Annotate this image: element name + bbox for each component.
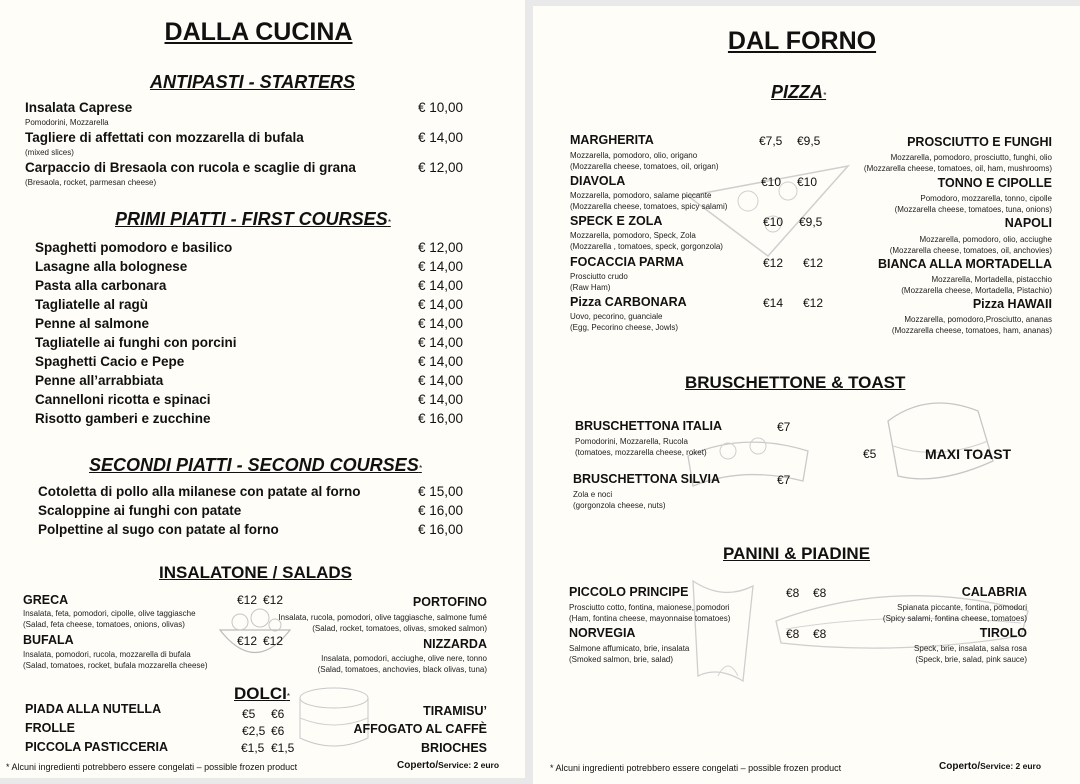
list-item-desc: (Salad, feta cheese, tomatoes, onions, olivas) — [23, 620, 185, 629]
list-item-name: CALABRIA — [961, 585, 1027, 599]
dolci-heading-text: DOLCI — [234, 684, 287, 703]
list-item-name: Cannelloni ricotta e spinaci — [35, 392, 211, 407]
page-title-dal-forno: DAL FORNO — [727, 27, 877, 55]
coperto-service: Service: 2 euro — [438, 760, 500, 770]
list-item-desc: (Mozzarella cheese, tomatoes, oil, anchovies) — [889, 246, 1052, 255]
list-item-desc: (Mozzarella cheese, tomatoes, spicy salami) — [570, 202, 728, 211]
list-item-price: €6 — [271, 724, 285, 738]
list-item-name: BRUSCHETTONA ITALIA — [575, 419, 722, 433]
list-item-name: TIROLO — [979, 626, 1027, 640]
list-item-price: €10 — [797, 175, 818, 189]
list-item-desc: (gorgonzola cheese, nuts) — [573, 501, 666, 510]
list-item-desc: (Raw Ham) — [570, 283, 611, 292]
list-item-name: BRIOCHES — [421, 741, 487, 755]
list-item-name: NIZZARDA — [423, 637, 487, 651]
list-item-price: €8 — [813, 586, 827, 600]
primi-heading-text: PRIMI PIATTI - FIRST COURSES — [115, 209, 388, 229]
list-item-name: Spaghetti Cacio e Pepe — [35, 354, 185, 369]
list-item-price: € 14,00 — [418, 373, 464, 388]
list-item-name: BRUSCHETTONA SILVIA — [573, 472, 720, 486]
list-item-price: €9,5 — [799, 215, 823, 229]
coperto-text: Coperto/ — [939, 761, 981, 772]
list-item-desc: (Bresaola, rocket, parmesan cheese) — [25, 178, 157, 187]
list-item-desc: (tomatoes, mozzarella cheese, roket) — [575, 448, 707, 457]
list-item-name: Carpaccio di Bresaola con rucola e scaglie di grana — [25, 160, 356, 175]
list-item-price: € 14,00 — [418, 278, 464, 293]
list-item-name: NAPOLI — [1004, 216, 1052, 230]
footnote: * Alcuni ingredienti potrebbero essere congelati – possible frozen product — [550, 763, 842, 773]
dolci-star: * — [286, 692, 291, 701]
list-item-desc: (Mozzarella cheese, tomatoes, oil, ham, mushrooms) — [863, 164, 1052, 173]
list-item-price: €1,5 — [241, 741, 265, 755]
list-item-name: PIADA ALLA NUTELLA — [25, 702, 162, 716]
coperto-label — [939, 761, 1041, 772]
pizza-heading — [771, 82, 826, 103]
list-item-price: € 15,00 — [418, 484, 464, 499]
list-item-name: PROSCIUTTO E FUNGHI — [907, 135, 1052, 149]
list-item-price: € 12,00 — [418, 240, 464, 255]
list-item-desc: (Salad, tomatoes, anchovies, black olivas, tuna) — [317, 665, 487, 674]
maxi-toast-name: MAXI TOAST — [925, 446, 1012, 462]
list-item-price: € 14,00 — [418, 354, 464, 369]
list-item-price: €12 — [803, 256, 824, 270]
list-item-desc: Mozzarella, pomodoro, Speck, Zola — [570, 231, 696, 240]
list-item-name: PICCOLO PRINCIPE — [569, 585, 689, 599]
pizza-star: * — [823, 91, 827, 100]
list-item-desc: (Mozzarella , tomatoes, speck, gorgonzola) — [570, 242, 723, 251]
primi-heading — [115, 209, 391, 230]
list-item-desc: Zola e noci — [573, 490, 613, 499]
list-item-name: FOCACCIA PARMA — [570, 255, 684, 269]
list-item-price: € 14,00 — [418, 335, 464, 350]
list-item-price: € 16,00 — [418, 522, 464, 537]
list-item-desc: (Speck, brie, salad, pink sauce) — [915, 655, 1027, 664]
insalatone-heading: INSALATONE / SALADS — [159, 563, 352, 582]
list-item-name: MARGHERITA — [570, 133, 654, 147]
list-item-price: €7,5 — [759, 134, 783, 148]
list-item-price: €7 — [777, 473, 791, 487]
left-menu-page — [0, 0, 525, 778]
list-item-desc: (Mozzarella cheese, tomatoes, oil, origan) — [570, 162, 719, 171]
list-item-name: Scaloppine ai funghi con patate — [38, 503, 242, 518]
list-item-name: TONNO E CIPOLLE — [937, 176, 1052, 190]
list-item-price: €12 — [803, 296, 824, 310]
list-item-desc: Prosciutto crudo — [570, 272, 628, 281]
list-item-price: €8 — [813, 627, 827, 641]
list-item-price: €10 — [763, 215, 784, 229]
secondi-heading — [89, 455, 422, 476]
list-item-price: €12 — [237, 593, 258, 607]
primi-star: * — [387, 218, 391, 227]
list-item-desc: Prosciutto cotto, fontina, maionese, pomodori — [569, 603, 730, 612]
list-item-name: NORVEGIA — [569, 626, 636, 640]
list-item-desc: Mozzarella, pomodoro, olio, origano — [570, 151, 698, 160]
list-item-price: €7 — [777, 420, 791, 434]
list-item-name: TIRAMISU’ — [423, 704, 487, 718]
list-item-price: €12 — [237, 634, 258, 648]
bruschettone-heading: BRUSCHETTONE & TOAST — [685, 373, 906, 392]
list-item-name: SPECK E ZOLA — [570, 214, 663, 228]
list-item-price: €12 — [263, 593, 284, 607]
list-item-desc: Mozzarella, pomodoro,Prosciutto, ananas — [904, 315, 1052, 324]
coperto-text: Coperto/ — [397, 760, 439, 771]
list-item-desc: (Mozzarella cheese, tomatoes, ham, ananas) — [891, 326, 1052, 335]
list-item-name: Lasagne alla bolognese — [35, 259, 188, 274]
list-item-desc: Spianata piccante, fontina, pomodori — [897, 603, 1027, 612]
piadina-illustration — [683, 571, 763, 691]
list-item-desc: Mozzarella, Mortadella, pistacchio — [931, 275, 1052, 284]
list-item-price: € 10,00 — [418, 100, 464, 115]
list-item-desc: Insalata, pomodori, acciughe, olive nere, tonno — [321, 654, 487, 663]
list-item-desc: Salmone affumicato, brie, insalata — [569, 644, 690, 653]
panini-heading: PANINI & PIADINE — [723, 544, 871, 563]
list-item-name: AFFOGATO AL CAFFÈ — [353, 722, 487, 736]
list-item-desc: (Salad, rocket, tomatoes, olivas, smoked salmon) — [312, 624, 487, 633]
list-item-price: € 12,00 — [418, 160, 464, 175]
page-title-dalla-cucina: DALLA CUCINA — [164, 18, 353, 46]
list-item-desc: (Egg, Pecorino cheese, Jowls) — [570, 323, 679, 332]
maxi-toast-price: €5 — [863, 447, 877, 461]
list-item-name: Polpettine al sugo con patate al forno — [38, 522, 279, 537]
list-item-desc: (Smoked salmon, brie, salad) — [569, 655, 674, 664]
list-item-price: €12 — [263, 634, 284, 648]
list-item-desc: Uovo, pecorino, guanciale — [570, 312, 663, 321]
coperto-service: Service: 2 euro — [980, 761, 1042, 771]
list-item-name: Penne all’arrabbiata — [35, 373, 164, 388]
list-item-desc: Mozzarella, pomodoro, olio, acciughe — [919, 235, 1052, 244]
list-item-name: Cotoletta di pollo alla milanese con patate al forno — [38, 484, 361, 499]
list-item-desc: (Mozzarella cheese, tomatoes, tuna, onions) — [894, 205, 1052, 214]
antipasti-heading: ANTIPASTI - STARTERS — [149, 72, 355, 92]
secondi-star: * — [418, 464, 422, 473]
right-menu-page — [533, 6, 1080, 784]
list-item-name: FROLLE — [25, 721, 75, 735]
list-item-name: Risotto gamberi e zucchine — [35, 411, 211, 426]
list-item-price: € 14,00 — [418, 297, 464, 312]
list-item-price: €1,5 — [271, 741, 295, 755]
list-item-name: PORTOFINO — [412, 595, 487, 609]
list-item-desc: Pomodorini, Mozzarella, Rucola — [575, 437, 688, 446]
toast-illustration — [868, 391, 1008, 491]
list-item-desc: Insalata, pomodori, rucola, mozzarella di bufala — [23, 650, 191, 659]
list-item-desc: Pomodorini, Mozzarella — [25, 118, 109, 127]
list-item-price: €6 — [271, 707, 285, 721]
list-item-name: Penne al salmone — [35, 316, 150, 331]
list-item-name: BUFALA — [23, 633, 74, 647]
list-item-name: GRECA — [23, 593, 69, 607]
footnote: * Alcuni ingredienti potrebbero essere congelati – possible frozen product — [6, 762, 298, 772]
list-item-price: €8 — [786, 586, 800, 600]
pizza-heading-text: PIZZA — [771, 82, 823, 102]
list-item-name: Tagliere di affettati con mozzarella di bufala — [25, 130, 304, 145]
cake-illustration — [292, 676, 377, 756]
list-item-desc: (mixed slices) — [25, 148, 74, 157]
list-item-price: €12 — [763, 256, 784, 270]
list-item-desc: (Mozzarella cheese, Mortadella, Pistachio) — [901, 286, 1052, 295]
list-item-desc: (Ham, fontina cheese, mayonnaise tomatoes) — [569, 614, 731, 623]
list-item-desc: Insalata, feta, pomodori, cipolle, olive taggiasche — [23, 609, 196, 618]
list-item-name: BIANCA ALLA MORTADELLA — [877, 257, 1052, 271]
list-item-price: €2,5 — [242, 724, 266, 738]
list-item-name: Spaghetti pomodoro e basilico — [35, 240, 233, 255]
list-item-name: Insalata Caprese — [25, 100, 133, 115]
list-item-name: DIAVOLA — [570, 174, 626, 188]
list-item-name: Pizza CARBONARA — [570, 295, 687, 309]
list-item-name: Tagliatelle al ragù — [35, 297, 149, 312]
list-item-name: Pasta alla carbonara — [35, 278, 167, 293]
list-item-price: €5 — [242, 707, 256, 721]
list-item-desc: Pomodoro, mozzarella, tonno, cipolle — [920, 194, 1052, 203]
list-item-price: € 16,00 — [418, 411, 464, 426]
list-item-price: €8 — [786, 627, 800, 641]
list-item-price: € 14,00 — [418, 130, 464, 145]
dolci-heading — [234, 684, 290, 704]
list-item-desc: Mozzarella, pomodoro, salame piccante — [570, 191, 712, 200]
list-item-price: € 16,00 — [418, 503, 464, 518]
list-item-desc: Speck, brie, insalata, salsa rosa — [914, 644, 1027, 653]
list-item-name: Tagliatelle ai funghi con porcini — [35, 335, 237, 350]
list-item-desc: (Spicy salami, fontina cheese, tomatoes) — [882, 614, 1027, 623]
list-item-name: Pizza HAWAII — [972, 297, 1052, 311]
coperto-label — [397, 760, 499, 771]
list-item-price: €10 — [761, 175, 782, 189]
list-item-price: € 14,00 — [418, 316, 464, 331]
list-item-price: €14 — [763, 296, 784, 310]
list-item-price: € 14,00 — [418, 392, 464, 407]
list-item-price: €9,5 — [797, 134, 821, 148]
secondi-heading-text: SECONDI PIATTI - SECOND COURSES — [89, 455, 419, 475]
list-item-name: PICCOLA PASTICCERIA — [25, 740, 169, 754]
list-item-price: € 14,00 — [418, 259, 464, 274]
list-item-desc: Insalata, rucola, pomodori, olive taggiasche, salmone fumé — [278, 613, 487, 622]
list-item-desc: Mozzarella, pomodoro, prosciutto, funghi, olio — [890, 153, 1052, 162]
list-item-desc: (Salad, tomatoes, rocket, bufala mozzarella cheese) — [23, 661, 208, 670]
